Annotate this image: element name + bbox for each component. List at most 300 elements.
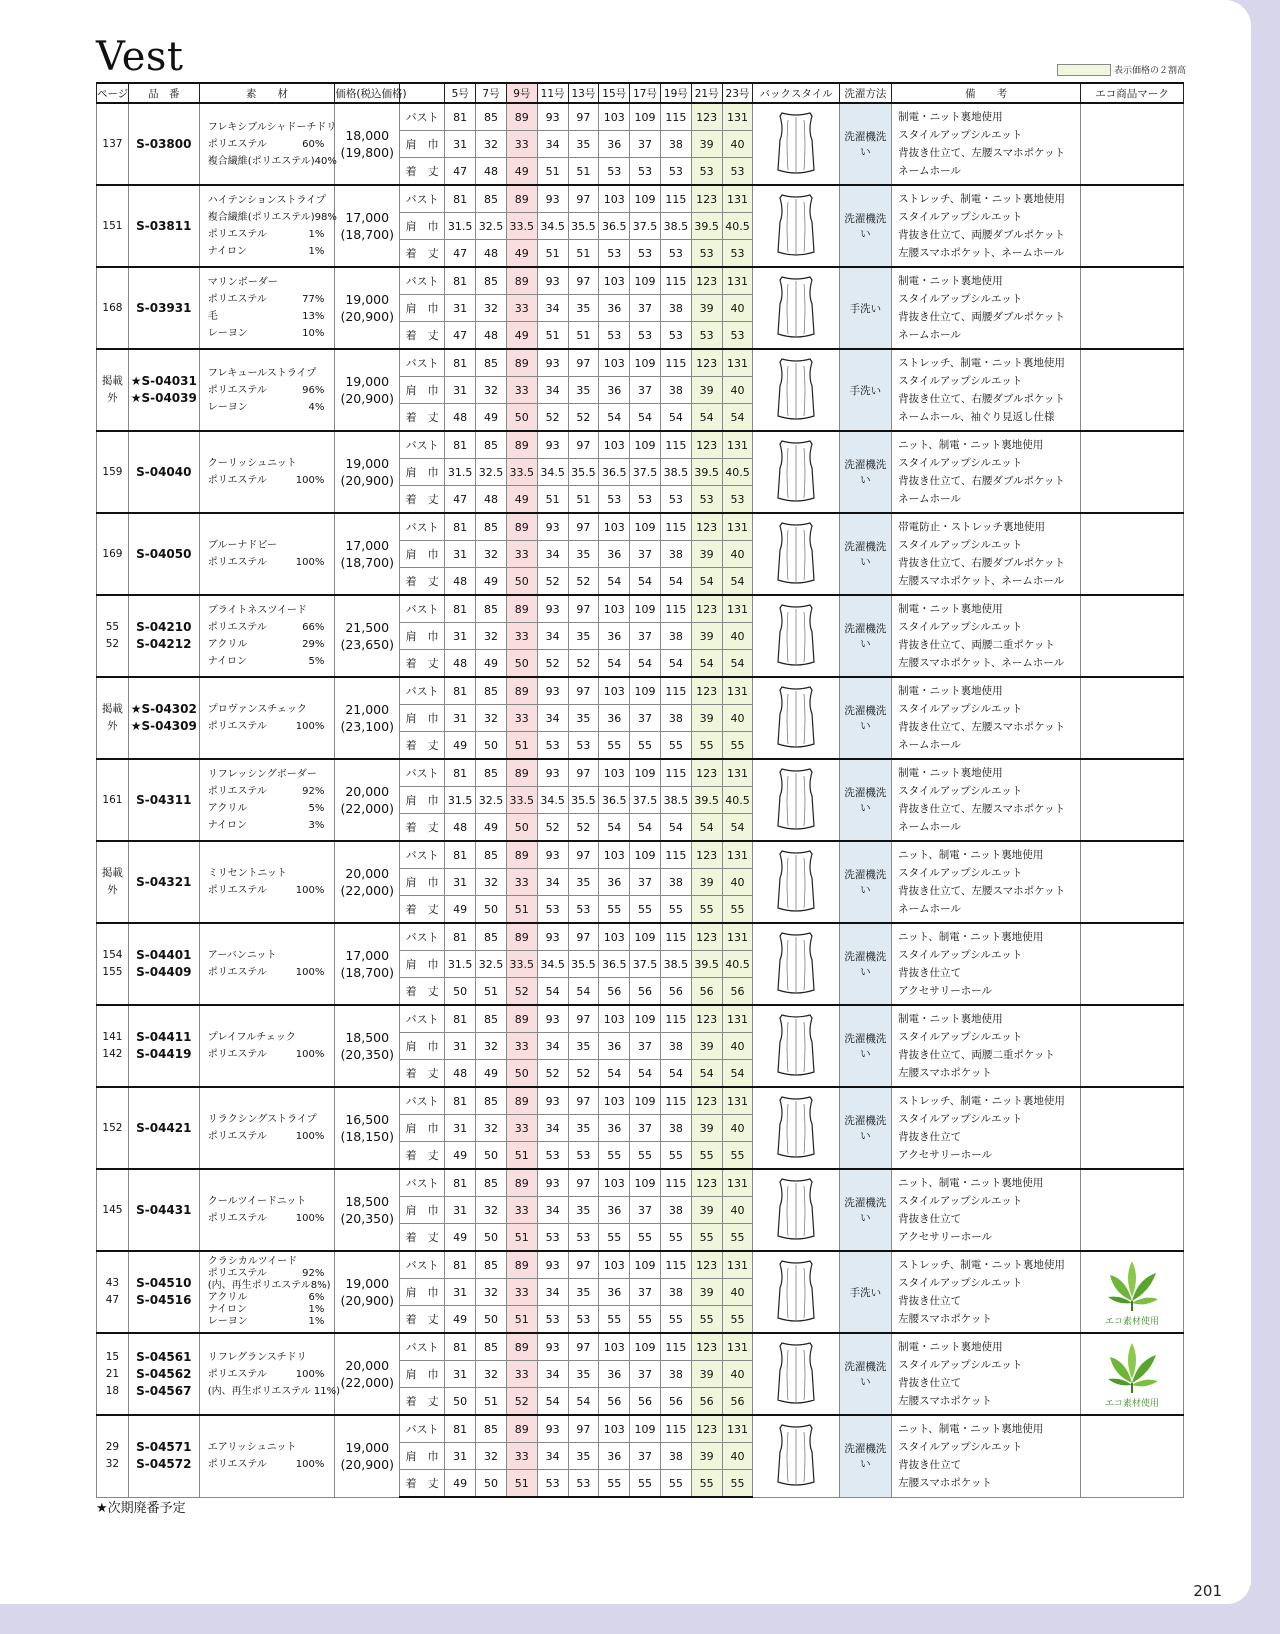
eco-plant-icon (1102, 1257, 1162, 1313)
size-value: 103 (599, 349, 630, 377)
price-with-tax: (18,700) (340, 555, 394, 570)
size-value: 55 (691, 732, 722, 760)
page-ref-cell (97, 267, 129, 349)
size-value: 131 (722, 841, 753, 869)
size-value: 40 (722, 623, 753, 650)
measure-label: 肩 巾 (400, 459, 445, 486)
material-percent: 100% (295, 1049, 325, 1060)
size-value: 32 (476, 541, 507, 568)
measure-label: バスト (400, 349, 445, 377)
size-value: 85 (476, 677, 507, 705)
size-value: 48 (476, 486, 507, 514)
size-value: 109 (630, 677, 661, 705)
size-value: 53 (568, 1142, 599, 1170)
size-value: 40 (722, 1361, 753, 1388)
size-value: 50 (476, 1142, 507, 1170)
page-ref: 151 (102, 219, 123, 232)
note-line: 背抜き仕立て、左腰スマホポケット (898, 147, 1066, 159)
note-line: スタイルアップシルエット (898, 539, 1023, 551)
note-line: 背抜き仕立て (898, 967, 962, 979)
size-value: 89 (506, 1415, 537, 1443)
size-value: 52 (537, 814, 568, 842)
vest-spec-table (96, 82, 1184, 1498)
product-code-cell (128, 1415, 199, 1497)
size-value: 31.5 (445, 459, 476, 486)
vest-back-icon (774, 1176, 818, 1244)
vest-back-icon (774, 1258, 818, 1326)
price-cell (335, 841, 400, 923)
price: 17,000 (345, 538, 390, 553)
size-value: 89 (506, 759, 537, 787)
page-ref-cell (97, 103, 129, 185)
size-value: 38 (660, 1033, 691, 1060)
material-percent: 100% (295, 967, 325, 978)
size-value: 103 (599, 103, 630, 131)
material-cell (199, 349, 335, 431)
page-title: Vest (96, 34, 184, 80)
material-name: ミリセントニット (207, 868, 287, 879)
material-cell (199, 431, 335, 513)
note-line: 背抜き仕立て、両腰ダブルポケット (898, 229, 1065, 241)
product-code: S-03800 (136, 136, 192, 151)
measure-label: 着 丈 (400, 814, 445, 842)
size-value: 49 (506, 486, 537, 514)
note-line: 左腰スマホポケット、ネームホール (898, 575, 1065, 587)
size-value: 37 (630, 1033, 661, 1060)
size-value: 54 (691, 814, 722, 842)
size-value: 35.5 (568, 459, 599, 486)
size-value: 37 (630, 1443, 661, 1470)
measure-label: 着 丈 (400, 978, 445, 1006)
size-value: 55 (599, 1224, 630, 1252)
size-value: 85 (476, 841, 507, 869)
wash-method: 手洗い (839, 267, 891, 349)
back-style-cell (753, 1169, 839, 1251)
size-value: 56 (722, 978, 753, 1006)
size-value: 54 (722, 814, 753, 842)
measure-label: 肩 巾 (400, 869, 445, 896)
price-with-tax: (22,000) (340, 801, 394, 816)
size-value: 55 (660, 1142, 691, 1170)
size-value: 32 (476, 295, 507, 322)
material-line (208, 636, 335, 653)
size-value: 49 (476, 404, 507, 432)
table-row (97, 759, 1184, 787)
table-row (97, 1415, 1184, 1443)
size-value: 56 (691, 978, 722, 1006)
product-code: S-04411 (136, 1030, 192, 1044)
price: 17,000 (345, 210, 390, 225)
eco-mark-cell (1081, 923, 1184, 1005)
size-value: 53 (599, 322, 630, 350)
measure-label: 肩 巾 (400, 787, 445, 814)
size-value: 39 (691, 1443, 722, 1470)
measure-label: 着 丈 (400, 1060, 445, 1088)
back-style-cell (753, 595, 839, 677)
material-cell (199, 185, 335, 267)
material-line (208, 1349, 335, 1366)
note-line: 左腰スマホポケット、ネームホール (898, 247, 1065, 259)
size-value: 54 (599, 404, 630, 432)
size-value: 81 (445, 1251, 476, 1279)
product-code: S-03811 (136, 218, 192, 233)
page-ref: 47 (105, 1294, 120, 1306)
size-value: 32 (476, 623, 507, 650)
size-value: 50 (506, 1060, 537, 1088)
size-value: 53 (630, 240, 661, 268)
material-name: ポリエステル (207, 1368, 267, 1380)
size-value: 97 (568, 185, 599, 213)
size-value: 39.5 (691, 213, 722, 240)
material-line (208, 274, 335, 291)
size-value: 53 (722, 240, 753, 268)
vest-back-icon (774, 848, 818, 916)
page-ref: 155 (102, 966, 123, 978)
size-value: 89 (506, 267, 537, 295)
size-value: 103 (599, 1087, 630, 1115)
material-percent: 6% (308, 1292, 325, 1303)
note-line: 左腰スマホポケット (898, 1313, 992, 1325)
size-value: 56 (691, 1388, 722, 1416)
material-name: ポリエステル (207, 1049, 267, 1060)
product-code-cell (128, 513, 199, 595)
size-value: 33 (506, 1115, 537, 1142)
size-value: 55 (660, 1306, 691, 1334)
vest-back-icon (774, 274, 818, 342)
material-name: ポリエステル (207, 1213, 267, 1224)
page-ref-cell (97, 759, 129, 841)
page-ref: 43 (105, 1277, 120, 1289)
size-value: 53 (568, 732, 599, 760)
size-value: 115 (660, 923, 691, 951)
note-line: スタイルアップシルエット (898, 457, 1023, 469)
size-value: 34.5 (537, 951, 568, 978)
note-line: スタイルアップシルエット (898, 703, 1023, 715)
size-value: 93 (537, 103, 568, 131)
note-line: 背抜き仕立て、両腰二重ポケット (898, 1049, 1055, 1061)
back-style-cell (753, 1005, 839, 1087)
measure-label: 肩 巾 (400, 1115, 445, 1142)
size-value: 85 (476, 349, 507, 377)
legend-swatch (1057, 64, 1111, 76)
page-ref: 137 (102, 137, 123, 150)
size-value: 39.5 (691, 951, 722, 978)
size-value: 89 (506, 103, 537, 131)
material-line (208, 1111, 335, 1128)
size-value: 55 (599, 1306, 630, 1334)
price-with-tax: (23,650) (340, 637, 394, 652)
size-value: 56 (660, 978, 691, 1006)
size-value: 53 (630, 322, 661, 350)
measure-label: 着 丈 (400, 650, 445, 678)
product-code: S-04572 (136, 1457, 192, 1472)
material-name: ポリエステル (207, 1459, 267, 1471)
vest-back-icon (774, 602, 818, 670)
size-value: 49 (506, 322, 537, 350)
wash-method: 洗濯機洗い (839, 1169, 891, 1251)
size-value: 54 (537, 1388, 568, 1416)
price-with-tax: (18,700) (340, 227, 394, 242)
header-size: 11号 (537, 83, 568, 103)
page-ref-cell (97, 1251, 129, 1333)
size-value: 54 (722, 568, 753, 596)
note-line: ニット、制電・ニット裏地使用 (898, 1177, 1044, 1189)
size-value: 55 (722, 1470, 753, 1498)
size-value: 51 (568, 240, 599, 268)
size-value: 123 (691, 841, 722, 869)
size-value: 32 (476, 131, 507, 158)
note-line: スタイルアップシルエット (898, 129, 1023, 141)
size-value: 89 (506, 349, 537, 377)
size-value: 31.5 (445, 213, 476, 240)
size-value: 33 (506, 1279, 537, 1306)
material-name: レーヨン (207, 401, 248, 413)
material-cell (199, 103, 335, 185)
size-value: 54 (691, 1060, 722, 1088)
size-value: 97 (568, 1333, 599, 1361)
page-ref-cell (97, 185, 129, 267)
size-value: 51 (537, 240, 568, 268)
size-value: 34 (537, 1115, 568, 1142)
size-value: 55 (722, 1306, 753, 1334)
size-value: 34 (537, 295, 568, 322)
wash-method: 洗濯機洗い (839, 595, 891, 677)
product-code: S-04409 (136, 965, 192, 979)
material-name: ハイテンションストライプ (207, 195, 326, 206)
material-percent: 66% (302, 622, 325, 633)
size-value: 55 (630, 1306, 661, 1334)
material-line (208, 947, 335, 964)
size-value: 32 (476, 1443, 507, 1470)
material-line (208, 308, 335, 325)
note-line: ストレッチ、制電・ニット裏地使用 (898, 357, 1065, 369)
size-value: 123 (691, 349, 722, 377)
size-value: 81 (445, 759, 476, 787)
page-ref-cell (97, 1087, 129, 1169)
size-value: 123 (691, 513, 722, 541)
size-value: 97 (568, 1251, 599, 1279)
material-name: ナイロン (207, 656, 248, 667)
eco-mark-cell (1081, 349, 1184, 431)
material-name: アーバンニット (207, 950, 277, 961)
size-value: 52 (537, 650, 568, 678)
header-size: 17号 (630, 83, 661, 103)
table-row (97, 103, 1184, 131)
size-value: 32 (476, 869, 507, 896)
size-value: 85 (476, 1333, 507, 1361)
size-value: 89 (506, 923, 537, 951)
header-wash: 洗濯方法 (839, 83, 891, 103)
measure-label: 肩 巾 (400, 213, 445, 240)
material-line (208, 399, 335, 416)
size-value: 39 (691, 1197, 722, 1224)
size-value: 89 (506, 595, 537, 623)
size-value: 89 (506, 677, 537, 705)
size-value: 123 (691, 185, 722, 213)
size-value: 109 (630, 1005, 661, 1033)
note-line: ニット、制電・ニット裏地使用 (898, 931, 1044, 943)
product-code-cell (128, 103, 199, 185)
size-value: 34.5 (537, 213, 568, 240)
size-value: 32.5 (476, 213, 507, 240)
note-line: 制電・ニット裏地使用 (898, 111, 1003, 123)
price-cell (335, 431, 400, 513)
price-with-tax: (20,900) (340, 391, 394, 406)
size-value: 34 (537, 1033, 568, 1060)
vest-back-icon (774, 110, 818, 178)
page-ref-cell (97, 349, 129, 431)
size-value: 109 (630, 1087, 661, 1115)
measure-label: 肩 巾 (400, 1279, 445, 1306)
material-line (207, 1383, 341, 1400)
size-value: 97 (568, 677, 599, 705)
product-code: S-04401 (136, 948, 192, 962)
eco-mark-cell (1081, 595, 1184, 677)
size-value: 48 (445, 814, 476, 842)
wash-method: 洗濯機洗い (839, 1415, 891, 1497)
notes-cell (892, 1005, 1081, 1087)
size-value: 40 (722, 1197, 753, 1224)
product-code-cell (128, 1005, 199, 1087)
note-line: スタイルアップシルエット (898, 949, 1023, 961)
page-ref: 15 (105, 1350, 120, 1363)
material-name: ポリエステル (207, 475, 267, 486)
size-value: 103 (599, 1415, 630, 1443)
size-value: 32 (476, 377, 507, 404)
product-code: ★S-04309 (130, 719, 197, 733)
material-name: クーリッシュニット (207, 458, 297, 469)
material-line (208, 1046, 335, 1063)
size-value: 123 (691, 431, 722, 459)
wash-method: 手洗い (839, 349, 891, 431)
eco-mark-cell (1081, 1251, 1184, 1333)
size-value: 89 (506, 1087, 537, 1115)
note-line: 左腰スマホポケット (898, 1477, 992, 1490)
material-name: ポリエステル (207, 384, 267, 396)
size-value: 37 (630, 295, 661, 322)
size-value: 115 (660, 103, 691, 131)
size-value: 51 (537, 486, 568, 514)
wash-method: 洗濯機洗い (839, 923, 891, 1005)
size-value: 53 (537, 896, 568, 924)
page-ref: 掲載外 (101, 703, 123, 732)
material-percent: 10% (302, 328, 325, 339)
wash-method: 洗濯機洗い (839, 841, 891, 923)
eco-label: エコ素材使用 (1105, 1399, 1160, 1409)
eco-mark-cell (1081, 185, 1184, 267)
measure-label: 着 丈 (400, 486, 445, 514)
eco-mark-cell (1081, 677, 1184, 759)
price: 18,000 (345, 128, 390, 143)
header-page: ページ (97, 83, 129, 103)
size-value: 93 (537, 513, 568, 541)
header-size: 13号 (568, 83, 599, 103)
size-value: 36 (599, 131, 630, 158)
size-value: 54 (568, 978, 599, 1006)
footnote: ★次期廃番予定 (96, 1501, 186, 1516)
material-line (208, 865, 335, 882)
product-code-cell (128, 267, 199, 349)
size-value: 35.5 (568, 951, 599, 978)
size-value: 35 (568, 295, 599, 322)
size-value: 54 (722, 404, 753, 432)
measure-label: 肩 巾 (400, 131, 445, 158)
size-value: 55 (691, 1306, 722, 1334)
size-value: 54 (599, 650, 630, 678)
material-cell (199, 513, 335, 595)
page-ref-cell (97, 595, 129, 677)
material-percent: 5% (308, 803, 325, 814)
size-value: 35 (568, 377, 599, 404)
material-percent: 100% (295, 1368, 325, 1380)
size-value: 36 (599, 1443, 630, 1470)
size-value: 52 (568, 650, 599, 678)
material-name: レーヨン (207, 1316, 248, 1327)
size-value: 115 (660, 1333, 691, 1361)
size-value: 35 (568, 623, 599, 650)
price-with-tax: (22,000) (340, 1375, 394, 1390)
size-value: 115 (660, 677, 691, 705)
wash-method: 洗濯機洗い (839, 1005, 891, 1087)
note-line: 背抜き仕立て (898, 1377, 962, 1389)
material-percent: 8%) (310, 1280, 331, 1291)
material-line (208, 136, 335, 153)
page-ref: 29 (105, 1441, 120, 1454)
price-cell (335, 267, 400, 349)
back-style-cell (753, 1415, 839, 1497)
size-value: 32.5 (476, 787, 507, 814)
size-value: 36 (599, 295, 630, 322)
size-value: 123 (691, 1087, 722, 1115)
size-value: 131 (722, 1005, 753, 1033)
material-name: ブライトネスツイード (207, 605, 307, 616)
product-code: S-04210 (136, 620, 192, 634)
size-value: 93 (537, 349, 568, 377)
material-name: ポリエステル (207, 622, 267, 633)
material-line (208, 291, 335, 308)
material-name: フレキシブルシャドーチドリ (207, 121, 337, 133)
size-value: 38 (660, 1279, 691, 1306)
material-name: アクリル (207, 1292, 248, 1303)
size-value: 49 (445, 1306, 476, 1334)
measure-label: 着 丈 (400, 732, 445, 760)
size-value: 81 (445, 1005, 476, 1033)
size-value: 31.5 (445, 787, 476, 814)
note-line: 背抜き仕立て、右腰ダブルポケット (898, 557, 1065, 569)
size-value: 53 (537, 732, 568, 760)
size-value: 54 (660, 814, 691, 842)
material-name: (内、再生ポリエステル 11%) (207, 1385, 341, 1397)
wash-method: 洗濯機洗い (839, 1333, 891, 1415)
size-value: 115 (660, 185, 691, 213)
table-row (97, 513, 1184, 541)
page-ref: 掲載外 (101, 867, 123, 896)
size-value: 54 (630, 404, 661, 432)
page-ref-cell (97, 1005, 129, 1087)
note-line: 制電・ニット裏地使用 (898, 685, 1003, 697)
size-value: 85 (476, 923, 507, 951)
size-value: 31 (445, 131, 476, 158)
size-value: 33.5 (506, 459, 537, 486)
size-value: 48 (476, 240, 507, 268)
material-name: エアリッシュニット (207, 1442, 297, 1454)
size-value: 115 (660, 431, 691, 459)
note-line: スタイルアップシルエット (898, 785, 1023, 797)
material-percent: 98% (314, 212, 337, 223)
size-value: 32 (476, 1115, 507, 1142)
price-with-tax: (23,100) (340, 719, 394, 734)
wash-method: 洗濯機洗い (839, 759, 891, 841)
